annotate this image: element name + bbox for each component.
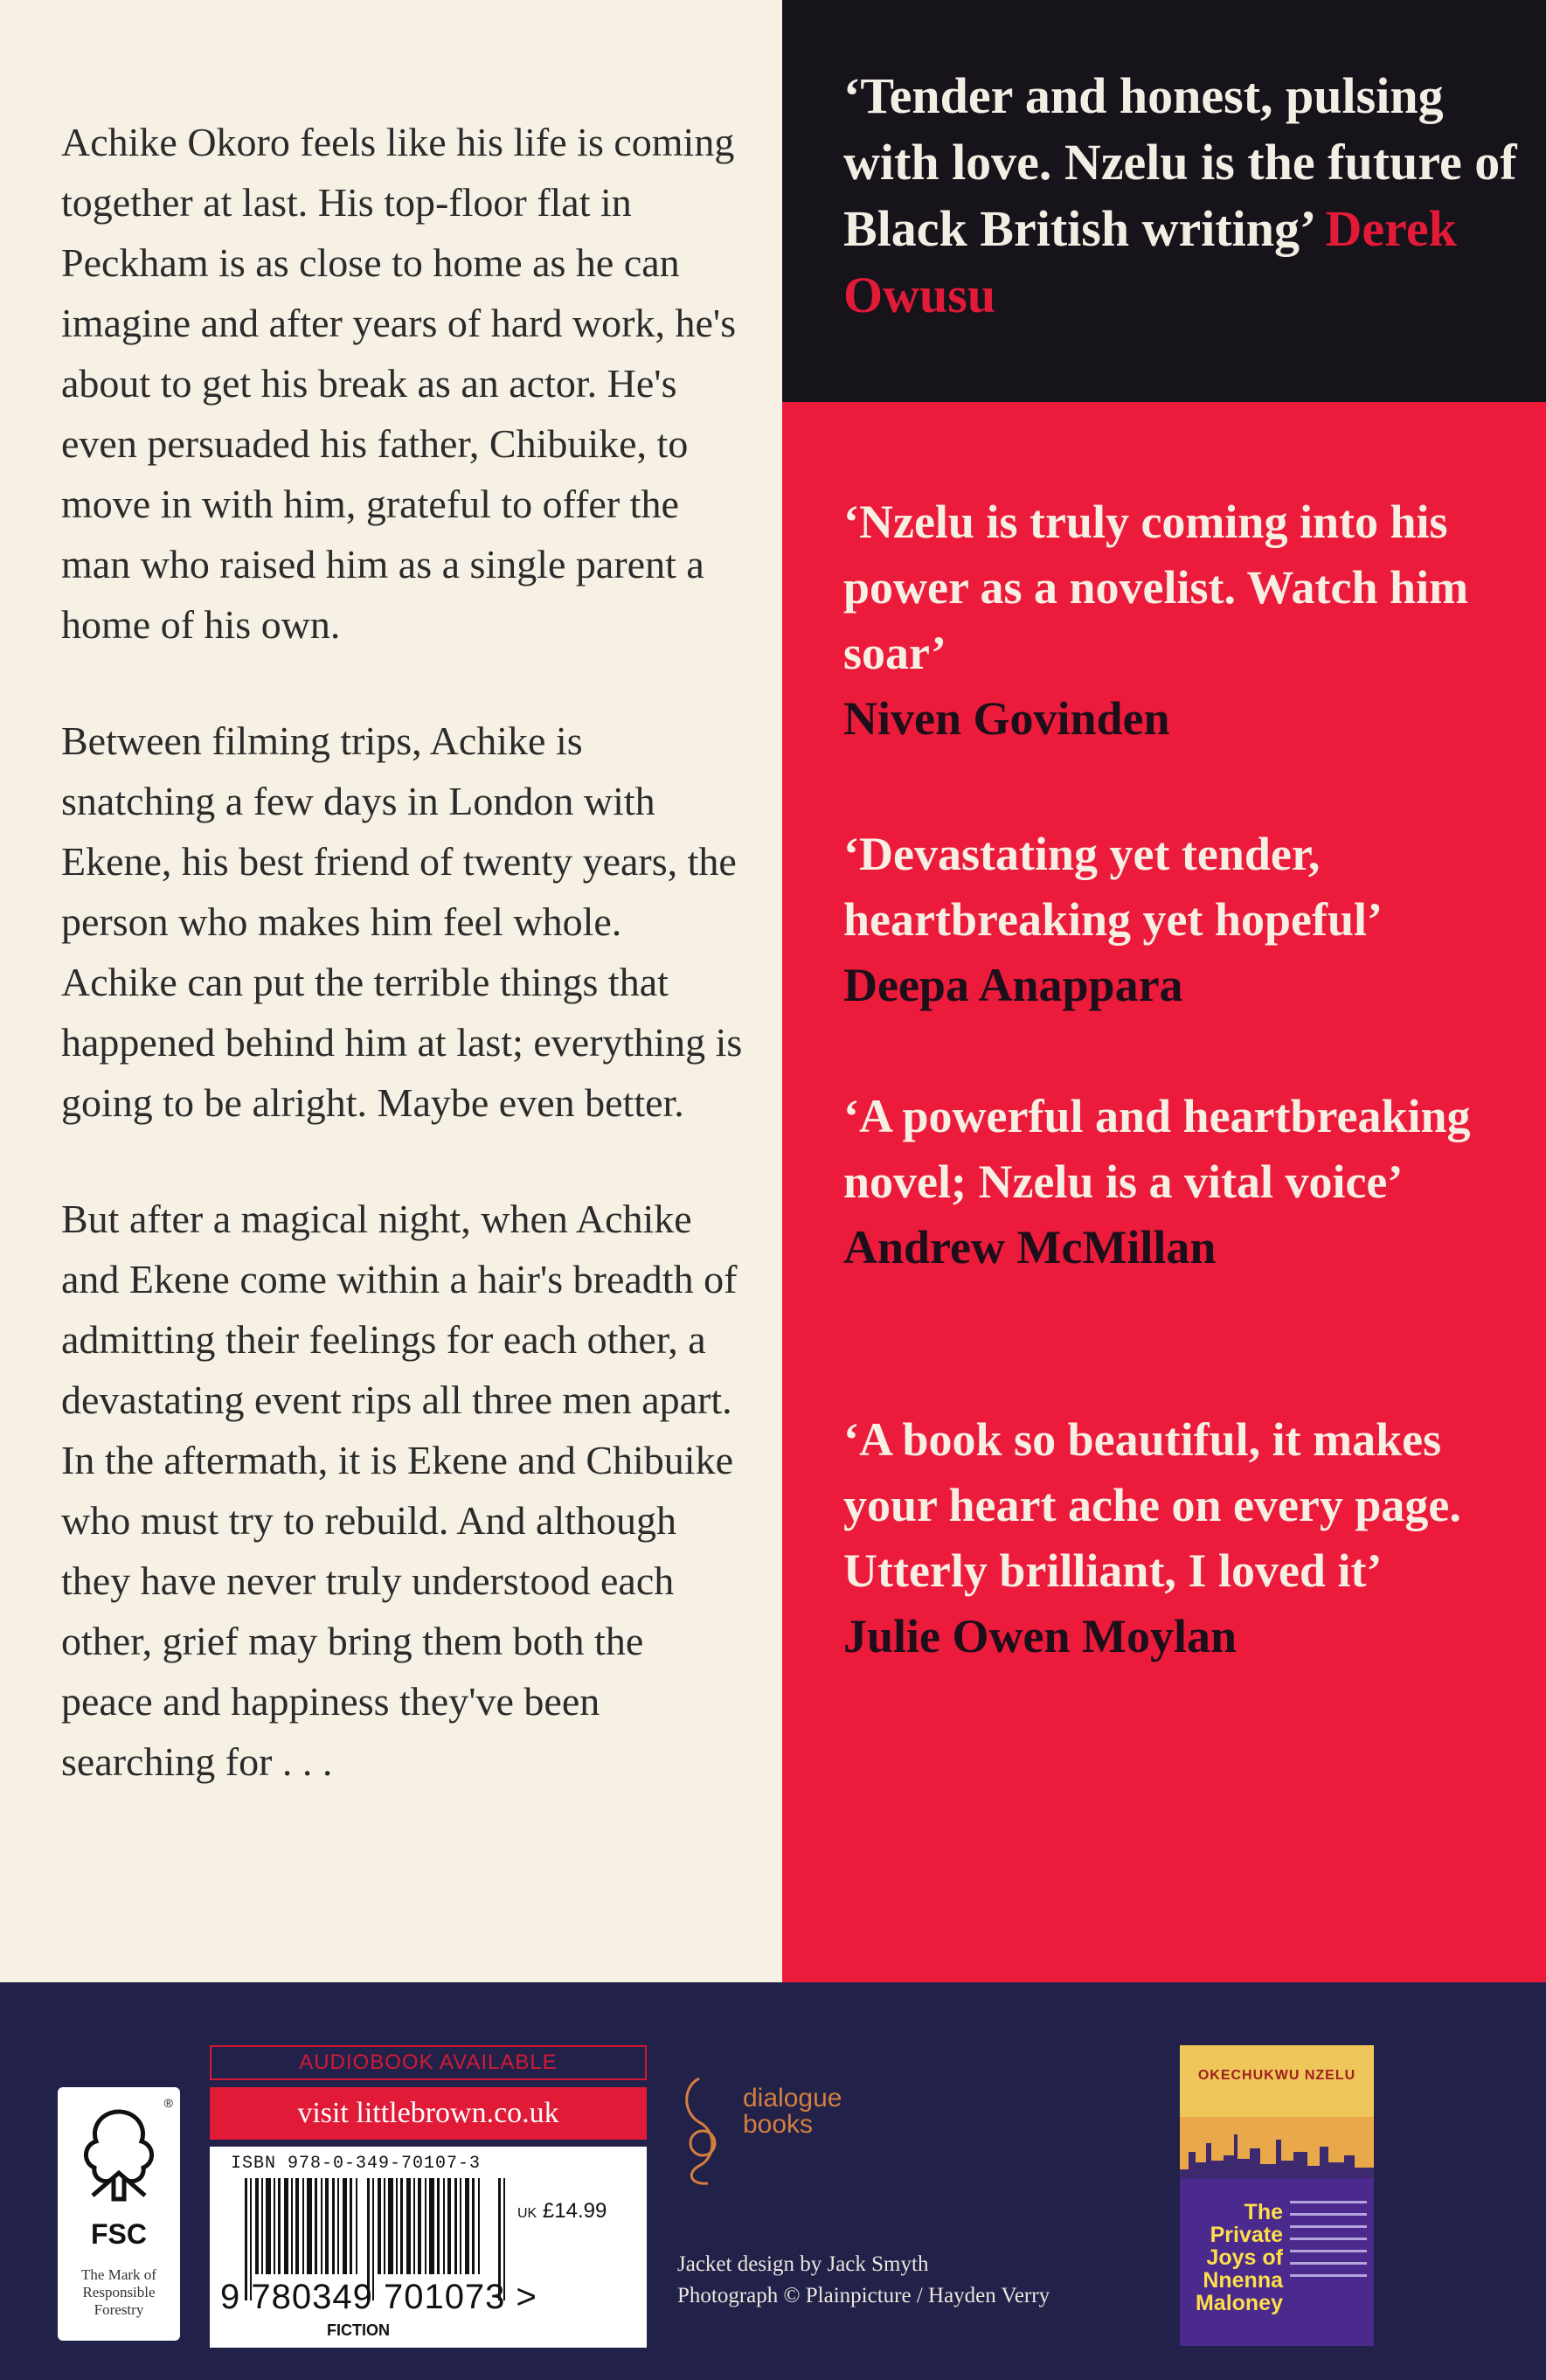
review-quote-attribution: Julie Owen Moylan	[843, 1610, 1237, 1662]
fsc-tagline: The Mark of Responsible Forestry	[81, 2266, 156, 2318]
review-quote-text: ‘Nzelu is truly coming into his power as a novelist. Watch him soar’	[843, 496, 1469, 679]
blurb-paragraph-1: Achike Okoro feels like his life is coming together at last. His top-floor flat in Peckham is as close to home as he can imagine and after years of hard work, he's about to get his break as an actor. He's even persuaded his father, Chibuike, to move in with him, grateful to offer the man who raised him as a single parent a home of his own.	[61, 120, 737, 647]
fsc-tree-icon	[75, 2105, 163, 2210]
barcode-digits: 9 780349 701073 >	[220, 2278, 537, 2316]
review-quote-text: ‘A book so beautiful, it makes your heart ache on every page. Utterly brilliant, I loved it’	[843, 1413, 1461, 1597]
featured-quote-attribution: Derek Owusu	[843, 200, 1457, 323]
photo-credit: Photograph © Plainpicture / Hayden Verry	[677, 2284, 1050, 2307]
fsc-logo	[58, 2087, 180, 2341]
dialogue-books-wordmark: dialogue books	[743, 2084, 842, 2139]
featured-quote	[843, 63, 1525, 329]
dialogue-swirl-icon	[673, 2070, 743, 2192]
review-quote-1	[843, 489, 1525, 752]
featured-quote-panel	[782, 0, 1546, 402]
related-book-blurb-lines	[1290, 2201, 1367, 2286]
publisher-website: visit littlebrown.co.uk	[210, 2087, 647, 2140]
review-quotes-panel	[782, 402, 1546, 1982]
price-region: UK	[517, 2206, 537, 2221]
price-value: £14.99	[542, 2199, 607, 2223]
dialogue-books-logo	[673, 2070, 918, 2192]
isbn-text: ISBN 978-0-349-70107-3	[231, 2154, 482, 2174]
barcode-panel	[210, 2147, 647, 2348]
review-quote-attribution: Deepa Anappara	[843, 959, 1183, 1011]
review-quote-text: ‘Devastating yet tender, heartbreaking yet hopeful’	[843, 828, 1383, 946]
featured-quote-text: ‘Tender and honest, pulsing with love. Nzelu is the future of Black British writing’	[843, 67, 1517, 257]
review-quote-2	[843, 822, 1525, 1018]
category-label: FICTION	[327, 2321, 390, 2339]
audiobook-banner: AUDIOBOOK AVAILABLE	[210, 2045, 647, 2080]
footer-band	[0, 1982, 1546, 2380]
blurb-paragraph-3: But after a magical night, when Achike and Ekene come within a hair's breadth of admitting their feelings for each other, a devastating event rips all three men apart. In the aftermath, it is Ekene and Chibuike who must try to rebuild. And although they have never truly understood each other, grief may bring them both the peace and happiness they've been searching for . . .	[61, 1197, 738, 1784]
review-quote-4	[843, 1407, 1525, 1669]
price-label	[517, 2199, 607, 2224]
skyline-icon	[1180, 2117, 1374, 2178]
related-book-title: The Private Joys of Nnenna Maloney	[1195, 2200, 1283, 2315]
related-book-thumbnail	[1180, 2045, 1374, 2346]
blurb-panel	[0, 0, 782, 1982]
review-quote-3	[843, 1084, 1525, 1280]
fsc-label: FSC	[91, 2218, 147, 2250]
design-credit: Jacket design by Jack Smyth	[677, 2252, 929, 2276]
fsc-registered-mark: ®	[163, 2096, 173, 2110]
blurb-paragraph-2: Between filming trips, Achike is snatching a few days in London with Ekene, his best friend of twenty years, the person who makes him feel whole. Achike can put the terrible things that happened behind him at last; everything is going to be alright. Maybe even better.	[61, 718, 743, 1125]
related-book-author: OKECHUKWU NZELU	[1197, 2068, 1356, 2083]
jacket-credits	[677, 2249, 1149, 2312]
review-quote-attribution: Niven Govinden	[843, 692, 1170, 745]
review-quote-text: ‘A powerful and heartbreaking novel; Nzelu is a vital voice’	[843, 1090, 1471, 1208]
blurb-text	[61, 112, 743, 1848]
review-quote-attribution: Andrew McMillan	[843, 1221, 1217, 1273]
